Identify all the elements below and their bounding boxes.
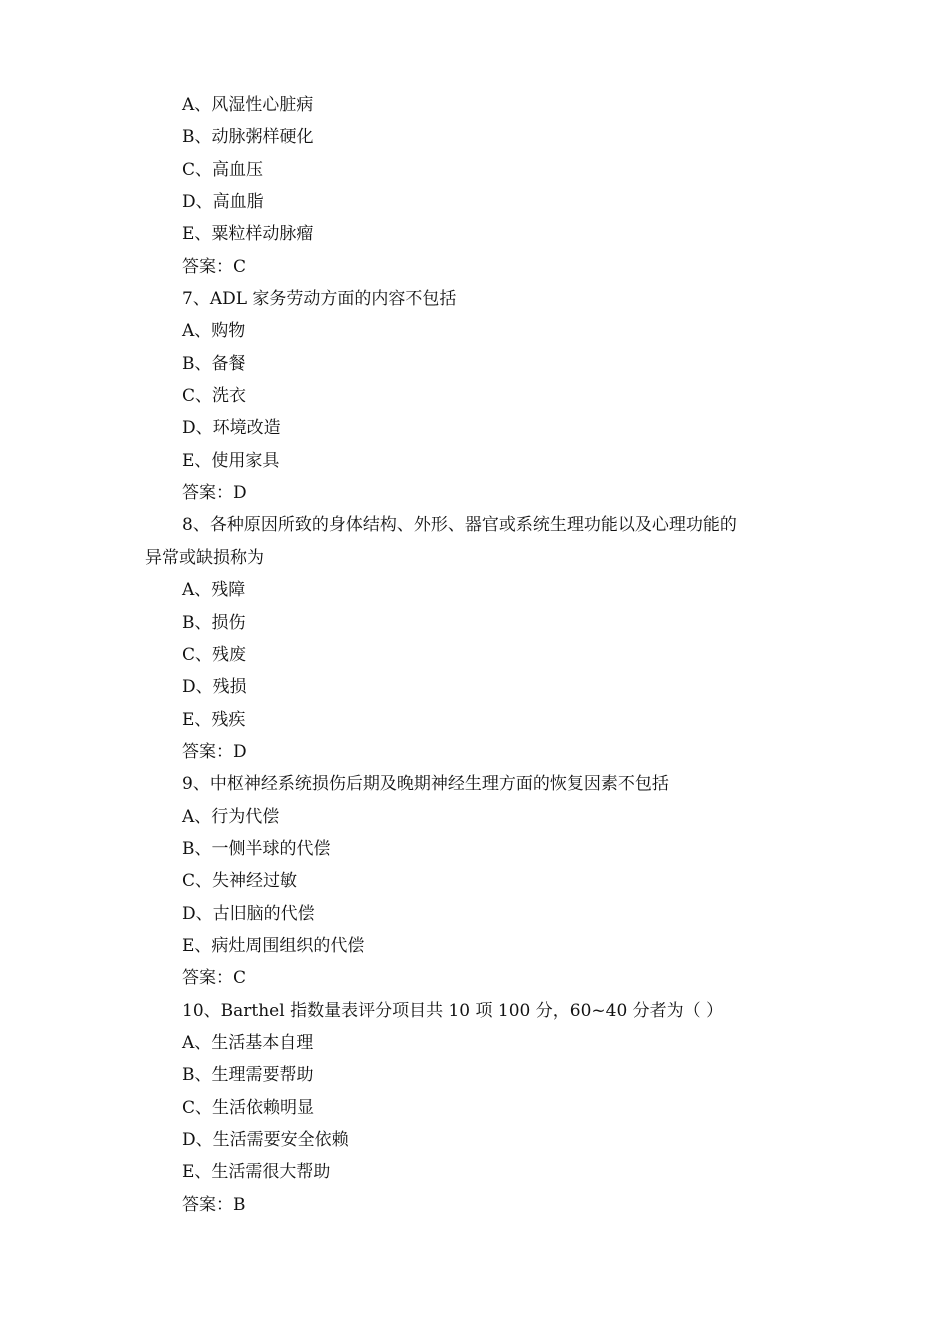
option-line: D、高血脂 (182, 192, 264, 213)
option-line: C、洗衣 (182, 386, 247, 407)
answer-line: 答案：C (182, 968, 247, 989)
option-line: E、病灶周围组织的代偿 (182, 935, 365, 956)
option-line: B、动脉粥样硬化 (182, 127, 314, 148)
question-line: 9、中枢神经系统损伤后期及晚期神经生理方面的恢复因素不包括 (182, 774, 669, 795)
option-line: D、环境改造 (182, 418, 281, 439)
option-line: A、残障 (182, 580, 246, 601)
option-line: A、购物 (182, 321, 246, 342)
answer-line: 答案：D (182, 741, 247, 762)
option-line: B、生理需要帮助 (182, 1065, 314, 1086)
option-line: B、一侧半球的代偿 (182, 838, 331, 859)
option-line: E、粟粒样动脉瘤 (182, 224, 314, 245)
option-line: C、生活依赖明显 (182, 1097, 315, 1118)
option-line: E、生活需很大帮助 (182, 1162, 331, 1183)
question-continuation-line: 异常或缺损称为 (145, 547, 264, 568)
option-line: B、损伤 (182, 612, 246, 633)
document-body (0, 89, 950, 1221)
question-line: 8、各种原因所致的身体结构、外形、器官或系统生理功能以及心理功能的 (182, 515, 737, 536)
option-line: E、残疾 (182, 709, 246, 730)
question-line: 10、Barthel 指数量表评分项目共 10 项 100 分，60~40 分者为（ ） (182, 1000, 724, 1021)
option-line: D、生活需要安全依赖 (182, 1130, 349, 1150)
option-line: D、古旧脑的代偿 (182, 903, 315, 924)
option-line: A、生活基本自理 (182, 1032, 314, 1053)
option-line: A、行为代偿 (182, 806, 280, 827)
answer-line: 答案：B (182, 1194, 246, 1215)
option-line: C、残废 (182, 644, 247, 665)
option-line: B、备餐 (182, 353, 246, 374)
answer-line: 答案：C (182, 256, 247, 277)
option-line: E、使用家具 (182, 450, 280, 471)
option-line: C、高血压 (182, 159, 264, 180)
question-line: 7、ADL 家务劳动方面的内容不包括 (182, 289, 457, 310)
option-line: C、失神经过敏 (182, 871, 298, 892)
option-line: D、残损 (182, 677, 247, 698)
answer-line: 答案：D (182, 483, 247, 504)
option-line: A、风湿性心脏病 (182, 95, 314, 115)
